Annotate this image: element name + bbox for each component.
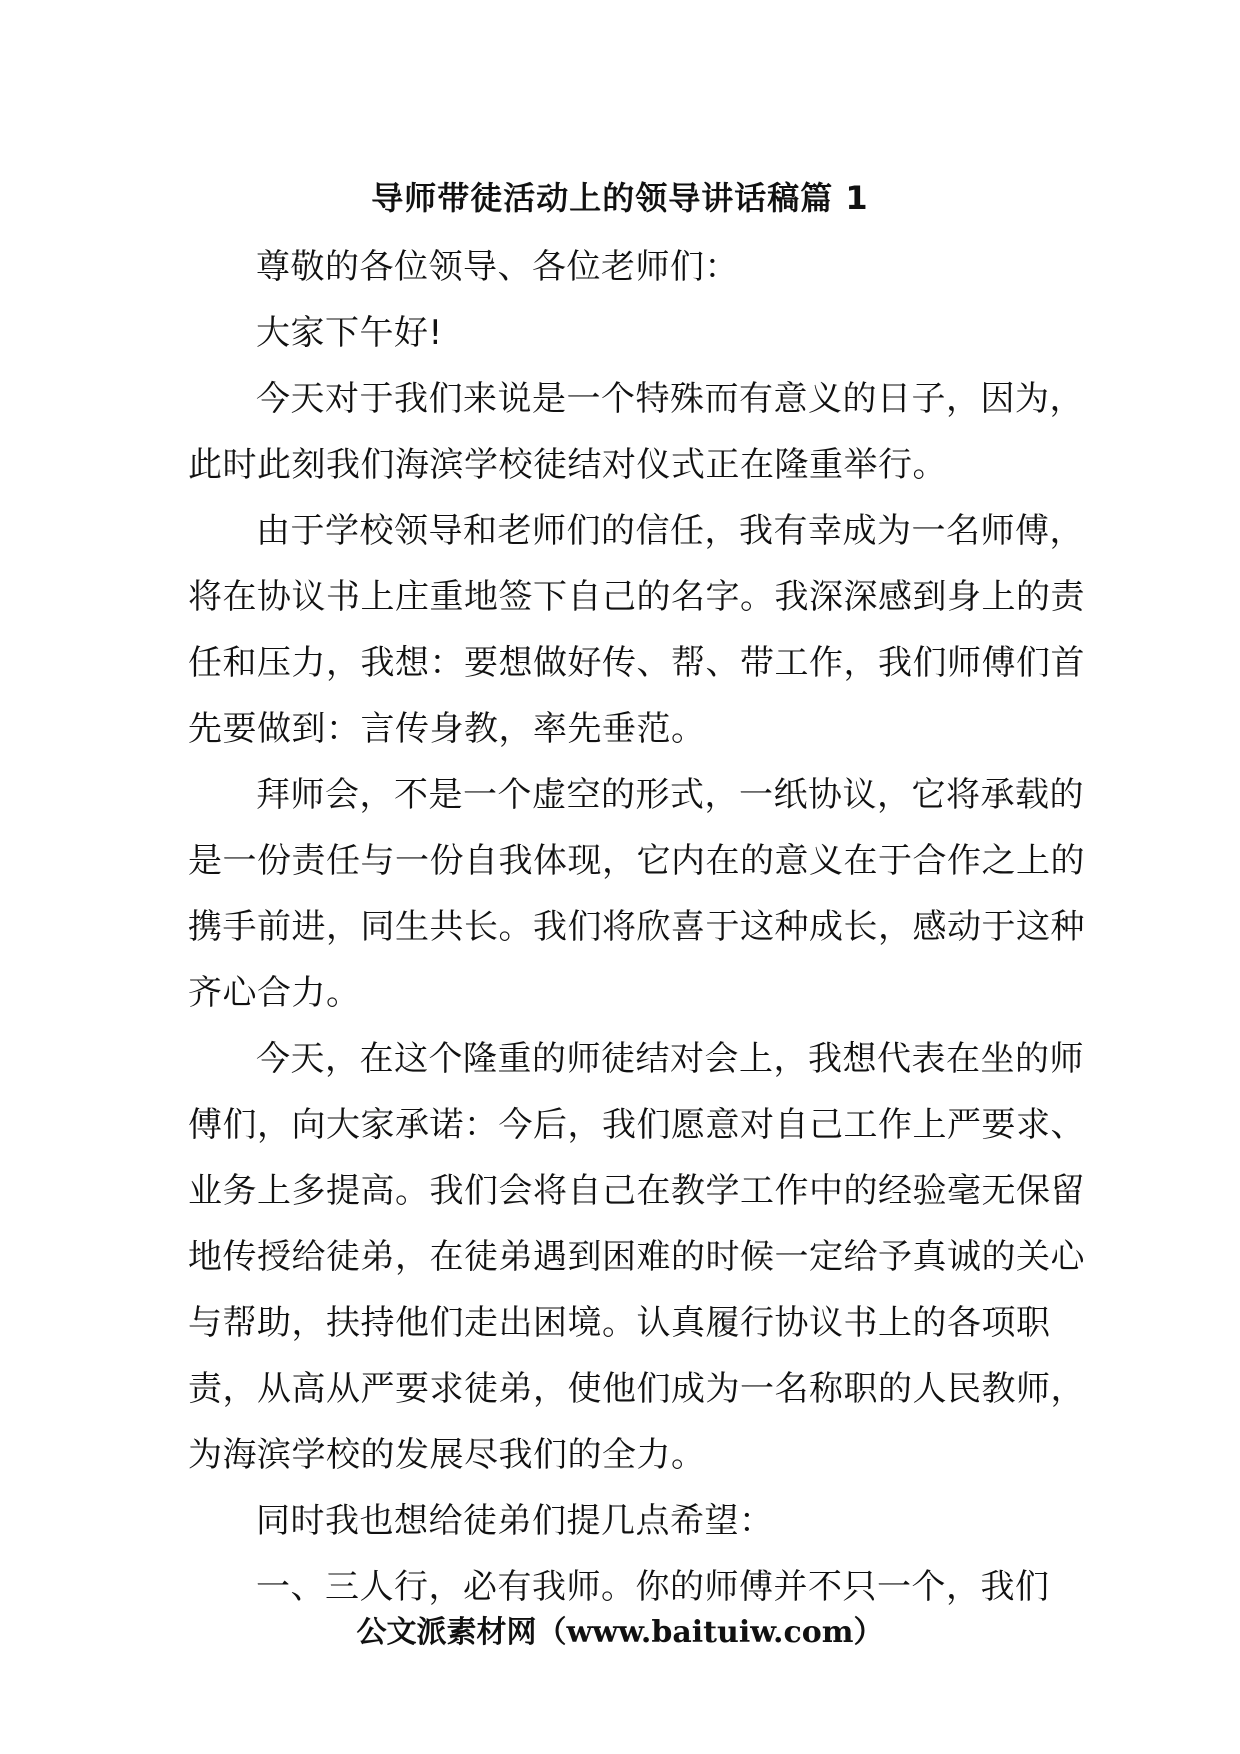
paragraph: 由于学校领导和老师们的信任，我有幸成为一名师傅，将在协议书上庄重地签下自己的名字。我深深感到身上的责任和压力，我想：要想做好传、帮、带工作，我们师傅们首先要做到：言传身教，率先垂范。 — [188, 511, 1085, 749]
paragraph-greeting: 大家下午好! — [256, 313, 443, 353]
paragraph: 今天对于我们来说是一个特殊而有意义的日子，因为，此时此刻我们海滨学校徒结对仪式正在隆重举行。 — [188, 379, 1084, 485]
document-body — [188, 234, 1088, 1620]
paragraph: 同时我也想给徒弟们提几点希望： — [256, 1501, 774, 1541]
document-title: 导师带徒活动上的领导讲话稿篇 1 — [371, 179, 869, 217]
paragraph: 拜师会，不是一个虚空的形式，一纸协议，它将承载的是一份责任与一份自我体现，它内在的意义在于合作之上的携手前进，同生共长。我们将欣喜于这种成长，感动于这种齐心合力。 — [188, 775, 1085, 1013]
footer-url: www.baituiw.com — [566, 1615, 854, 1650]
footer-paren-close: ） — [853, 1615, 884, 1650]
footer-site-name: 公文派素材网 — [356, 1615, 537, 1650]
paragraph: 一、三人行，必有我师。你的师傅并不只一个，我们 — [256, 1567, 1050, 1607]
footer-watermark — [0, 1608, 1240, 1658]
footer-paren-open: （ — [536, 1615, 567, 1650]
paragraph-salutation: 尊敬的各位领导、各位老师们： — [256, 247, 739, 287]
paragraph: 今天，在这个隆重的师徒结对会上，我想代表在坐的师傅们，向大家承诺：今后，我们愿意对自己工作上严要求、业务上多提高。我们会将自己在教学工作中的经验毫无保留地传授给徒弟，在徒弟遇到困难的时候一定给予真诚的关心与帮助，扶持他们走出困境。认真履行协议书上的各项职责，从高从严要求徒弟，使他们成为一名称职的人民教师，为海滨学校的发展尽我们的全力。 — [188, 1039, 1085, 1475]
